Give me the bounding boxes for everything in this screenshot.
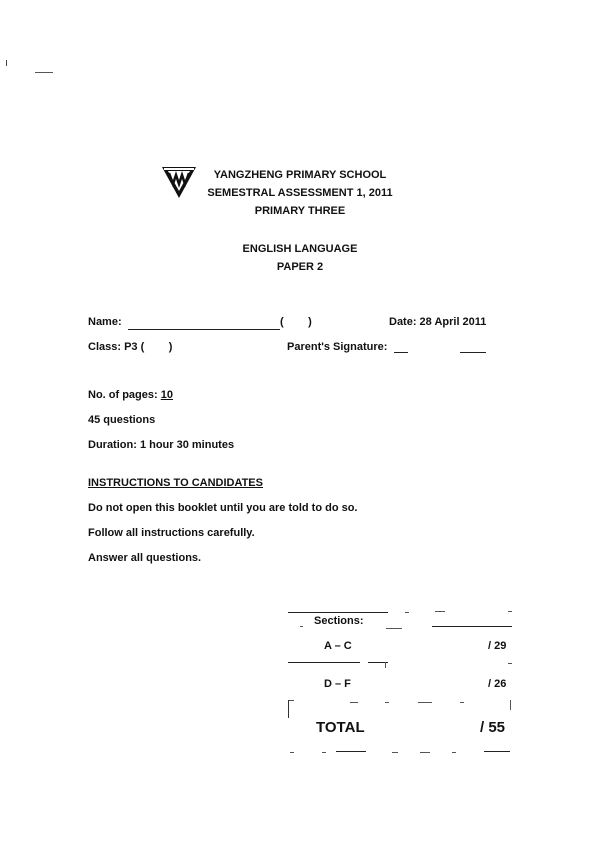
table-rule xyxy=(350,702,358,703)
pages-info xyxy=(88,389,173,401)
instruction-item: Do not open this booklet until you are told to do so. xyxy=(88,502,358,514)
instructions-heading: INSTRUCTIONS TO CANDIDATES xyxy=(88,477,263,489)
section-label: A – C xyxy=(324,640,352,652)
level: PRIMARY THREE xyxy=(254,205,346,217)
name-label: Name: xyxy=(88,316,122,328)
table-rule xyxy=(460,702,464,703)
questions-count: 45 questions xyxy=(88,414,156,426)
table-rule xyxy=(452,752,456,753)
section-marks: / 26 xyxy=(488,678,507,690)
table-rule xyxy=(288,612,388,613)
paper-number: PAPER 2 xyxy=(276,261,324,273)
date: Date: 28 April 2011 xyxy=(389,316,487,328)
table-rule xyxy=(289,700,294,701)
table-rule xyxy=(484,751,510,752)
table-rule xyxy=(392,752,398,753)
table-rule xyxy=(435,611,445,612)
total-marks: / 55 xyxy=(480,719,506,736)
subject: ENGLISH LANGUAGE xyxy=(242,243,358,255)
name-field-line[interactable] xyxy=(128,329,280,330)
parent-signature-label: Parent's Signature: xyxy=(287,341,388,353)
scan-mark xyxy=(35,72,53,73)
pages-label: No. of pages: xyxy=(88,389,158,401)
table-rule xyxy=(288,700,289,718)
table-rule xyxy=(508,611,512,612)
parent-signature-line[interactable] xyxy=(394,352,408,353)
table-rule xyxy=(418,702,432,703)
section-marks: / 29 xyxy=(488,640,507,652)
table-rule xyxy=(510,700,511,710)
table-rule xyxy=(336,751,366,752)
table-rule xyxy=(508,663,512,664)
instruction-item: Follow all instructions carefully. xyxy=(88,527,255,539)
scan-mark xyxy=(6,60,7,66)
duration: Duration: 1 hour 30 minutes xyxy=(88,439,235,451)
table-rule xyxy=(322,752,326,753)
instruction-item: Answer all questions. xyxy=(88,552,202,564)
table-rule xyxy=(405,612,409,613)
table-rule xyxy=(300,626,303,627)
table-rule xyxy=(288,662,360,663)
table-rule xyxy=(385,662,386,668)
index-number-bracket: ( ) xyxy=(280,316,312,328)
total-label: TOTAL xyxy=(316,719,365,736)
table-rule xyxy=(385,702,389,703)
table-rule xyxy=(420,752,430,753)
table-rule xyxy=(290,752,294,753)
assessment-title: SEMESTRAL ASSESSMENT 1, 2011 xyxy=(207,187,393,199)
table-rule xyxy=(386,628,402,629)
section-label: D – F xyxy=(324,678,351,690)
class-label: Class: P3 ( ) xyxy=(88,341,173,353)
school-name: YANGZHENG PRIMARY SCHOOL xyxy=(213,169,387,181)
table-rule xyxy=(432,626,512,627)
parent-signature-line[interactable] xyxy=(460,352,486,353)
sections-header: Sections: xyxy=(314,615,364,627)
pages-value: 10 xyxy=(160,389,173,401)
